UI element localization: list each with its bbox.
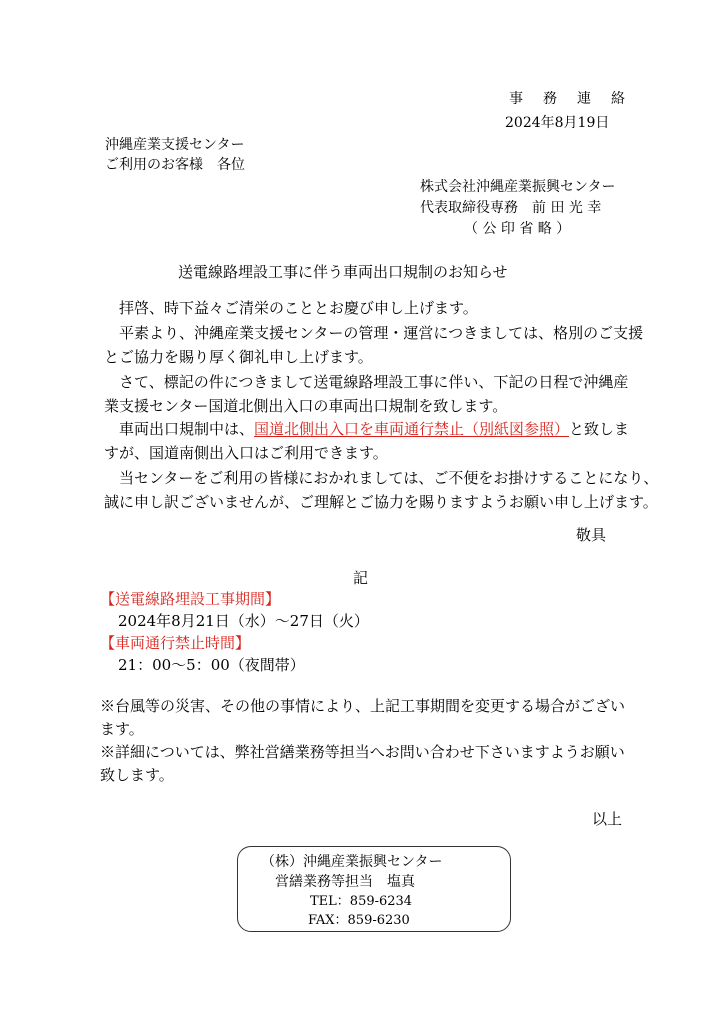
paragraph-4-line-1 bbox=[104, 418, 629, 441]
paragraph-5-line-2: 誠に申し訳ございませんが、ご理解とご協力を賜りますようお願い申し上げます。 bbox=[104, 493, 658, 511]
contact-fax: FAX：859‐6230 bbox=[308, 913, 410, 928]
issue-date: 2024年8月19日 bbox=[505, 115, 610, 131]
paragraph-3-line-1: さて、標記の件につきまして送電線路埋設工事に伴い、下記の日程で沖縄産 bbox=[104, 373, 629, 391]
paragraph-2-line-1: 平素より、沖縄産業支援センターの管理・運営につきましては、格別のご支援 bbox=[104, 324, 644, 342]
paragraph-2-line-2: とご協力を賜り厚く御礼申し上げます。 bbox=[104, 348, 373, 366]
paragraph-4-lead-text: 車両出口規制中は、 bbox=[104, 420, 255, 438]
recipient-organization: 沖縄産業支援センター bbox=[105, 137, 245, 153]
note-1-line-2: ます。 bbox=[100, 720, 144, 738]
contact-box bbox=[237, 846, 511, 932]
document-title: 送電線路埋設工事に伴う車両出口規制のお知らせ bbox=[178, 263, 508, 281]
contact-tel: TEL：859‐6234 bbox=[310, 894, 413, 909]
sender-company: 株式会社沖縄産業振興センター bbox=[420, 179, 616, 195]
closure-time-label: 【車両通行禁止時間】 bbox=[100, 634, 251, 652]
seal-omitted-note: （ 公 印 省 略 ） bbox=[464, 221, 571, 237]
end-mark-ijou: 以上 bbox=[592, 810, 623, 828]
closed-entrance-notice: 国道北側出入口を車両通行禁止（別紙図参照） bbox=[254, 420, 570, 438]
construction-period-label: 【送電線路埋設工事期間】 bbox=[100, 590, 281, 608]
closing-keigu: 敬具 bbox=[576, 526, 607, 544]
paragraph-3-line-2: 業支援センター国道北側出入口の車両出口規制を致します。 bbox=[104, 397, 508, 415]
greeting-paragraph: 拝啓、時下益々ご清栄のこととお慶び申し上げます。 bbox=[104, 299, 478, 317]
sender-representative: 代表取締役専務 前 田 光 幸 bbox=[420, 200, 602, 216]
note-2-line-1: ※詳細については、弊社営繕業務等担当へお問い合わせ下さいますようお願い bbox=[100, 743, 625, 761]
contact-department: 営繕業務等担当 塩真 bbox=[275, 874, 415, 890]
construction-period-value: 2024年8月21日（水）～27日（火） bbox=[118, 612, 369, 630]
note-2-line-2: 致します。 bbox=[100, 766, 174, 784]
paragraph-5-line-1: 当センターをご利用の皆様におかれましては、ご不便をお掛けすることになり、 bbox=[104, 469, 659, 487]
note-1-line-1: ※台風等の災害、その他の事情により、上記工事期間を変更する場合がござい bbox=[100, 697, 626, 715]
paragraph-4-line-2: すが、国道南側出入口はご利用できます。 bbox=[104, 444, 388, 462]
document-type-label: 事 務 連 絡 bbox=[509, 91, 628, 107]
closure-time-value: 21：00～5：00（夜間帯） bbox=[118, 656, 305, 674]
details-heading: 記 bbox=[353, 569, 369, 587]
paragraph-4-trailing-text: と致しま bbox=[569, 420, 630, 438]
contact-company: （株）沖縄産業振興センター bbox=[261, 854, 443, 870]
recipient-audience: ご利用のお客様 各位 bbox=[105, 157, 245, 173]
